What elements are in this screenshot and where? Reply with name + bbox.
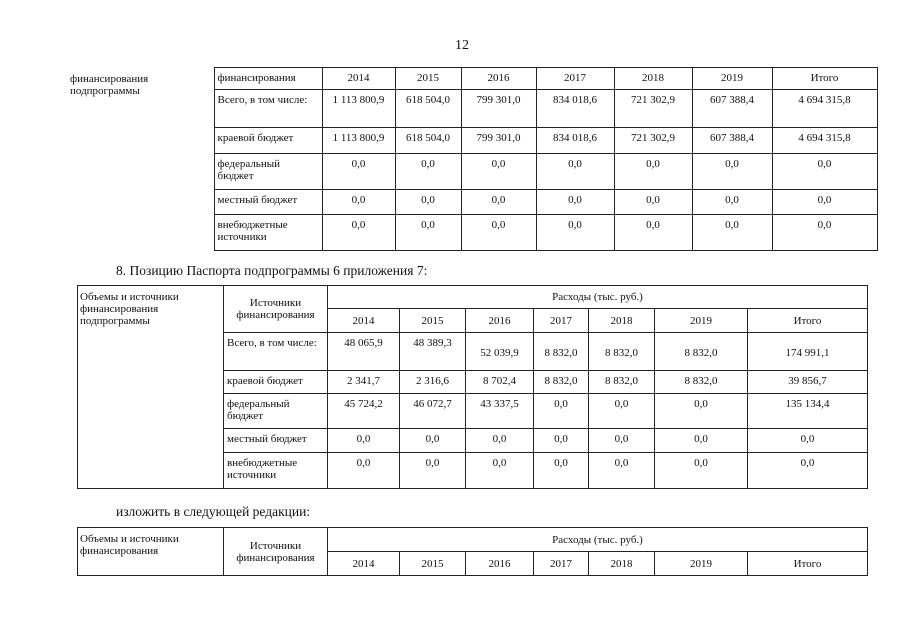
year-header: 2015	[400, 309, 466, 333]
row-label: внебюджетные источники	[214, 215, 322, 251]
table-cell: 1 113 800,9	[322, 128, 395, 154]
table-cell: 48 065,9	[328, 333, 400, 371]
table-cell: 0,0	[536, 215, 614, 251]
year-header: 2019	[692, 68, 772, 90]
year-header: 2014	[328, 552, 400, 576]
table-cell: 0,0	[536, 154, 614, 190]
amendment-paragraph: изложить в следующей редакции:	[116, 504, 311, 519]
table-cell: 0,0	[461, 190, 536, 215]
table-cell: 0,0	[466, 429, 534, 453]
table-cell: 39 856,7	[748, 371, 868, 394]
table-cell: 0,0	[748, 453, 868, 489]
table-cell: 8 832,0	[534, 371, 589, 394]
financing-table-continued	[68, 67, 878, 251]
table-cell: 0,0	[655, 453, 748, 489]
table-cell: 607 388,4	[692, 128, 772, 154]
year-header: 2019	[655, 552, 748, 576]
year-header: 2018	[614, 68, 692, 90]
year-header: 2014	[322, 68, 395, 90]
total-header: Итого	[748, 309, 868, 333]
table-cell: 0,0	[322, 190, 395, 215]
sources-header: Источники финансирования	[224, 286, 328, 333]
table-cell: 0,0	[400, 453, 466, 489]
table-cell: 0,0	[692, 215, 772, 251]
table-cell: 0,0	[589, 394, 655, 429]
row-heading: финансирования подпрограммы	[68, 68, 214, 251]
sources-header: Источники финансирования	[224, 528, 328, 576]
table-cell: 799 301,0	[461, 128, 536, 154]
table-cell: 8 832,0	[655, 371, 748, 394]
row-label: федеральный бюджет	[224, 394, 328, 429]
year-header: 2015	[395, 68, 461, 90]
table-cell: 618 504,0	[395, 128, 461, 154]
year-header: 2016	[466, 552, 534, 576]
table-cell: 0,0	[328, 429, 400, 453]
table-cell: 8 832,0	[655, 333, 748, 371]
year-header: 2014	[328, 309, 400, 333]
table-cell: 174 991,1	[748, 333, 868, 371]
table-cell: 0,0	[461, 215, 536, 251]
table-cell: 0,0	[748, 429, 868, 453]
table-cell: 2 341,7	[328, 371, 400, 394]
year-header: 2016	[461, 68, 536, 90]
table-cell: 0,0	[400, 429, 466, 453]
passport-financing-table	[77, 285, 868, 489]
table-cell: 0,0	[614, 215, 692, 251]
table-cell: 0,0	[534, 453, 589, 489]
table-cell: 0,0	[772, 190, 877, 215]
table-cell: 834 018,6	[536, 90, 614, 128]
amendment-paragraph: 8. Позицию Паспорта подпрограммы 6 приложения 7:	[116, 263, 428, 278]
table-cell: 4 694 315,8	[772, 128, 877, 154]
table-cell: 607 388,4	[692, 90, 772, 128]
row-heading: Объемы и источники финансирования	[78, 528, 224, 576]
table-cell: 52 039,9	[466, 333, 534, 371]
year-header: 2017	[534, 309, 589, 333]
table-cell: 0,0	[589, 429, 655, 453]
row-label: Всего, в том числе:	[214, 90, 322, 128]
table-cell: 135 134,4	[748, 394, 868, 429]
row-heading: Объемы и источники финансирования подпрограммы	[78, 286, 224, 489]
table-cell: 48 389,3	[400, 333, 466, 371]
table-cell: 0,0	[772, 215, 877, 251]
year-header: 2017	[536, 68, 614, 90]
table-cell: 0,0	[466, 453, 534, 489]
year-header: 2018	[589, 309, 655, 333]
table-cell: 8 832,0	[589, 333, 655, 371]
table-cell: 799 301,0	[461, 90, 536, 128]
row-label: федеральный бюджет	[214, 154, 322, 190]
row-label: местный бюджет	[214, 190, 322, 215]
new-financing-table	[77, 527, 868, 576]
table-cell: 0,0	[692, 154, 772, 190]
table-cell: 0,0	[534, 394, 589, 429]
year-header: 2019	[655, 309, 748, 333]
table-cell: 8 702,4	[466, 371, 534, 394]
table-cell: 0,0	[655, 429, 748, 453]
table-cell: 45 724,2	[328, 394, 400, 429]
page-number: 12	[455, 38, 469, 53]
row-label: краевой бюджет	[214, 128, 322, 154]
table-cell: 0,0	[614, 154, 692, 190]
table-cell: 0,0	[534, 429, 589, 453]
total-header: Итого	[748, 552, 868, 576]
table-cell: 0,0	[614, 190, 692, 215]
table-cell: 0,0	[692, 190, 772, 215]
expenses-header: Расходы (тыс. руб.)	[328, 286, 868, 309]
table-cell: 0,0	[772, 154, 877, 190]
sources-header: финансирования	[214, 68, 322, 90]
table-cell: 8 832,0	[589, 371, 655, 394]
year-header: 2016	[466, 309, 534, 333]
table-cell: 721 302,9	[614, 128, 692, 154]
table-cell: 0,0	[395, 190, 461, 215]
table-cell: 0,0	[322, 154, 395, 190]
table-cell: 0,0	[461, 154, 536, 190]
total-header: Итого	[772, 68, 877, 90]
table-cell: 618 504,0	[395, 90, 461, 128]
row-label: внебюджетные источники	[224, 453, 328, 489]
expenses-header: Расходы (тыс. руб.)	[328, 528, 868, 552]
row-label: местный бюджет	[224, 429, 328, 453]
table-cell: 4 694 315,8	[772, 90, 877, 128]
year-header: 2018	[589, 552, 655, 576]
table-cell: 0,0	[589, 453, 655, 489]
year-header: 2017	[534, 552, 589, 576]
table-cell: 46 072,7	[400, 394, 466, 429]
year-header: 2015	[400, 552, 466, 576]
table-cell: 721 302,9	[614, 90, 692, 128]
table-cell: 0,0	[328, 453, 400, 489]
table-cell: 834 018,6	[536, 128, 614, 154]
table-cell: 0,0	[655, 394, 748, 429]
table-cell: 0,0	[395, 215, 461, 251]
table-cell: 0,0	[322, 215, 395, 251]
table-cell: 0,0	[536, 190, 614, 215]
row-label: краевой бюджет	[224, 371, 328, 394]
table-cell: 0,0	[395, 154, 461, 190]
table-cell: 8 832,0	[534, 333, 589, 371]
table-cell: 43 337,5	[466, 394, 534, 429]
row-label: Всего, в том числе:	[224, 333, 328, 371]
table-cell: 1 113 800,9	[322, 90, 395, 128]
table-cell: 2 316,6	[400, 371, 466, 394]
